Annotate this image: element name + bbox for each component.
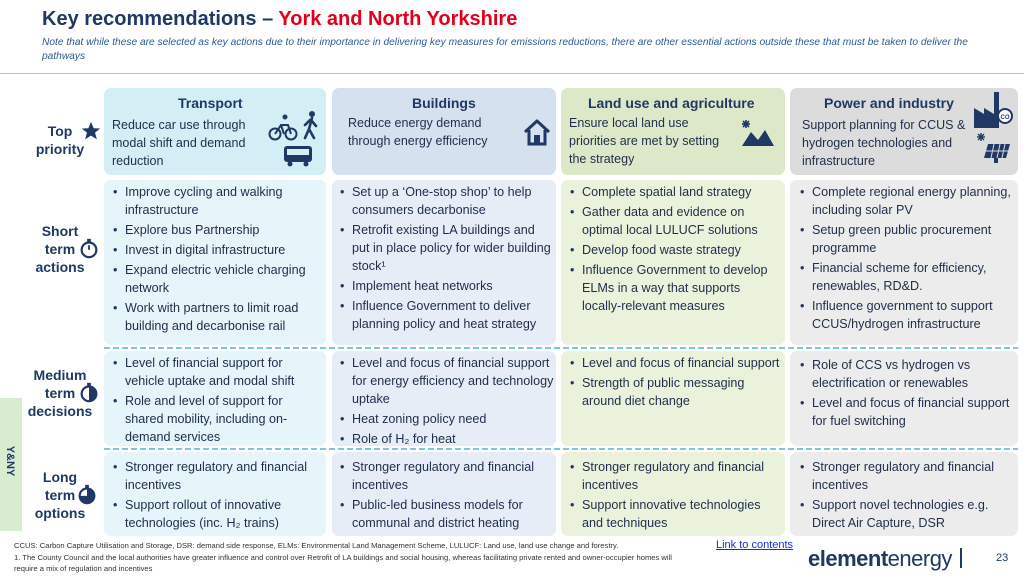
buildings-medium-list <box>338 354 554 450</box>
land-medium-list <box>568 354 782 412</box>
list-item: • Expand electric vehicle charging network <box>111 261 323 297</box>
list-item: • Invest in digital infrastructure <box>111 241 323 259</box>
list-item: • Strength of public messaging around diet change <box>568 374 782 410</box>
list-item: • Level and focus of financial support <box>568 354 782 372</box>
row-label-long-term: Long term options <box>20 468 100 522</box>
power-medium-list <box>798 356 1014 432</box>
bus-icon <box>284 146 312 167</box>
footnote-1: 1. The County Council and the local authorities have greater influence and control over Retrofit of LA buildings and social housing, whereas facilitating private rented and owner-occupier homes will <box>14 553 672 562</box>
star-icon <box>80 120 102 142</box>
land-title: Land use and agriculture <box>588 95 755 111</box>
list-item: • Develop food waste strategy <box>568 241 782 259</box>
list-item: • Explore bus Partnership <box>111 221 323 239</box>
list-item: • Retrofit existing LA buildings and put in place policy for wider building stock¹ <box>338 221 554 275</box>
list-item: • Level of financial support for vehicle uptake and modal shift <box>111 354 323 390</box>
row-label-medium-term: Medium term decisions <box>20 366 100 420</box>
list-item: • Implement heat networks <box>338 277 554 295</box>
brand-logo: elementenergy <box>808 546 952 571</box>
transport-icon-group <box>268 110 326 168</box>
transport-long-list <box>111 458 323 534</box>
list-item: • Improve cycling and walking infrastructure <box>111 183 323 219</box>
stopwatch-icon <box>76 483 98 505</box>
row-label-short-term: Short term actions <box>20 222 100 276</box>
land-priority: Ensure local land use priorities are met by setting the strategy <box>569 116 720 166</box>
buildings-title: Buildings <box>412 95 476 111</box>
list-item: • Stronger regulatory and financial incentives <box>798 458 1014 494</box>
landscape-icon <box>738 118 776 150</box>
list-item: • Level and focus of financial support for energy efficiency and technology uptake <box>338 354 554 408</box>
land-long-list <box>568 458 782 534</box>
page-number: 23 <box>996 552 1009 564</box>
cyclist-icon <box>270 115 297 140</box>
buildings-short-list <box>338 183 554 335</box>
transport-title: Transport <box>178 95 243 111</box>
list-item: • Influence Government to deliver planning policy and heat strategy <box>338 297 554 333</box>
list-item: • Set up a ‘One-stop shop’ to help consumers decarbonise <box>338 183 554 219</box>
brand-divider <box>960 548 962 568</box>
list-item: • Stronger regulatory and financial incentives <box>338 458 554 494</box>
link-to-contents[interactable]: Link to contents <box>716 539 794 551</box>
list-item: • Role of CCS vs hydrogen vs electrification or renewables <box>798 356 1014 392</box>
power-priority: Support planning for CCUS & hydrogen technologies and infrastructure <box>802 118 966 168</box>
list-item: • Stronger regulatory and financial incentives <box>568 458 782 494</box>
list-item: • Influence Government to develop ELMs in a way that supports locally-relevant measures <box>568 261 782 315</box>
footnote-1-cont: require a mix of regulation and incentives <box>14 564 153 573</box>
transport-medium-list <box>111 354 323 448</box>
walker-icon <box>305 111 316 138</box>
page-subtitle: Note that while these are selected as key actions due to their importance in delivering key measures for emissions reductions, there are other essential actions outside these that must be taken to deliver the pathways <box>42 37 968 62</box>
transport-priority: Reduce car use through modal shift and demand reduction <box>112 118 246 168</box>
list-item: • Complete spatial land strategy <box>568 183 782 201</box>
svg-text:CO: CO <box>1000 115 1010 121</box>
list-item: • Role of H₂ for heat <box>338 430 554 448</box>
row-label-top-priority: Top priority <box>20 122 100 158</box>
footnote-abbreviations: CCUS: Carbon Capture Utilisation and Storage, DSR: demand side response, ELMs: Environmental Land Management Scheme, LULUCF: Land use, land use change and forestry. <box>14 541 619 550</box>
list-item: • Role and level of support for shared mobility, including on-demand services <box>111 392 323 446</box>
row-separator <box>104 347 1018 349</box>
factory-icon <box>972 90 1014 130</box>
title-divider <box>0 73 1024 74</box>
list-item: • Setup green public procurement programme <box>798 221 1014 257</box>
list-item: • Support innovative technologies and techniques <box>568 496 782 532</box>
list-item: • Gather data and evidence on optimal local LULUCF solutions <box>568 203 782 239</box>
house-icon <box>522 118 552 146</box>
power-short-list <box>798 183 1014 335</box>
list-item: • Complete regional energy planning, including solar PV <box>798 183 1014 219</box>
stopwatch-icon <box>78 381 100 403</box>
land-short-list <box>568 183 782 317</box>
page-title: Key recommendations – York and North Yorkshire <box>42 8 518 30</box>
power-title: Power and industry <box>824 95 954 111</box>
list-item: • Work with partners to limit road building and decarbonise rail <box>111 299 323 335</box>
list-item: • Support rollout of innovative technologies (inc. H₂ trains) <box>111 496 323 532</box>
stopwatch-icon <box>78 237 100 259</box>
buildings-long-list <box>338 458 554 534</box>
side-tab-label: Y&NY <box>4 445 16 477</box>
list-item: • Financial scheme for efficiency, renewables, RD&D. <box>798 259 1014 295</box>
row-separator <box>104 448 1018 450</box>
list-item: • Level and focus of financial support for fuel switching <box>798 394 1014 430</box>
solar-panel-icon <box>976 132 1012 164</box>
list-item: • Stronger regulatory and financial incentives <box>111 458 323 494</box>
list-item: • Public-led business models for communal and district heating <box>338 496 554 532</box>
list-item: • Heat zoning policy need <box>338 410 554 428</box>
list-item: • Support novel technologies e.g. Direct Air Capture, DSR <box>798 496 1014 532</box>
transport-short-list <box>111 183 323 337</box>
buildings-priority: Reduce energy demand through energy efficiency <box>348 116 488 148</box>
power-long-list <box>798 458 1014 534</box>
list-item: • Influence government to support CCUS/hydrogen infrastructure <box>798 297 1014 333</box>
